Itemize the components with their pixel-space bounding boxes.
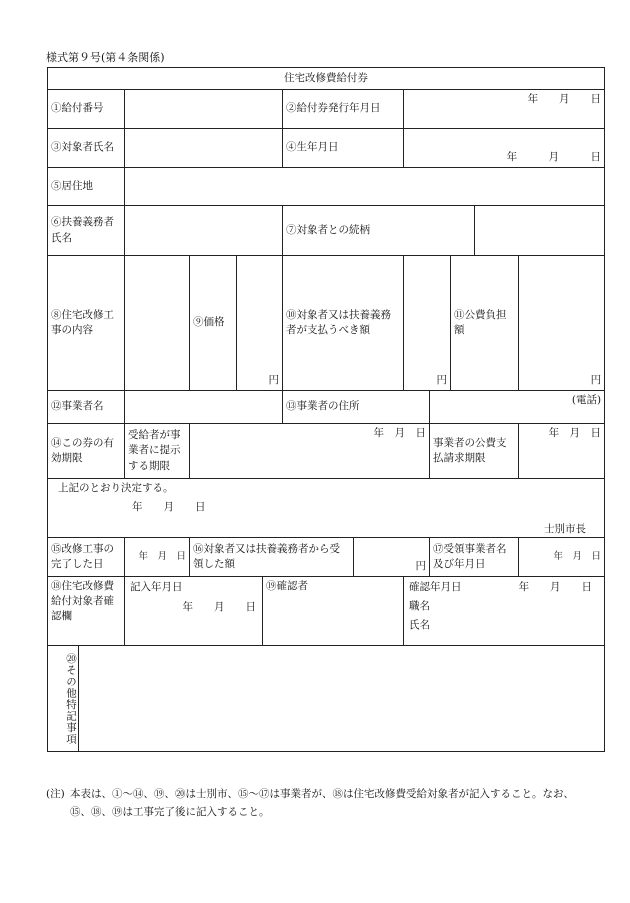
entry-date-label: 記入年月日 xyxy=(130,581,183,593)
contractor-address-field[interactable] xyxy=(430,391,605,424)
birth-date-label: ④生年月日 xyxy=(283,129,404,168)
public-amount-label: ⑪公費負担額 xyxy=(451,256,519,391)
present-deadline-label: 受給者が事業者に提示する期限 xyxy=(125,424,190,479)
mayor-title: 士別市長 xyxy=(544,523,587,535)
footnote-text: 本表は、①〜⑭、⑲、⑳は士別市、⑮〜⑰は事業者が、⑱は住宅改修費受給対象者が記入すること。なお、⑮、⑱、⑲は工事完了後に記入すること。 xyxy=(70,788,574,818)
received-amount-label: ⑯対象者又は扶養義務者から受領した額 xyxy=(190,538,354,577)
tel-label: (電話) xyxy=(571,394,602,406)
decision-text: 上記のとおり決定する。 xyxy=(58,482,174,494)
receipt-name-date-label: ⑰受領事業者名及び年月日 xyxy=(430,538,519,577)
ticket-no-field[interactable] xyxy=(125,90,283,129)
decision-date: 年 月 日 xyxy=(132,501,206,513)
form-title: 住宅改修費給付券 xyxy=(48,68,605,90)
work-content-label: ⑧住宅改修工事の内容 xyxy=(48,256,125,391)
receipt-name-date-field[interactable]: 年 月 日 xyxy=(519,538,605,577)
entry-date-block[interactable] xyxy=(125,577,263,646)
work-content-field[interactable] xyxy=(125,256,190,391)
claim-deadline-field[interactable]: 年 月 日 xyxy=(519,424,605,479)
completion-date-label: ⑮改修工事の完了した日 xyxy=(48,538,125,577)
ticket-no-label: ①給付番号 xyxy=(48,90,125,129)
confirm-section-label: ⑱住宅改修費給付対象者確認欄 xyxy=(48,577,125,646)
form-id: 様式第９号(第４条関係) xyxy=(46,51,165,64)
price-label: ⑨価格 xyxy=(190,256,237,391)
claim-deadline-label: 事業者の公費支払請求期限 xyxy=(430,424,519,479)
birth-date-field[interactable]: 年 月 日 xyxy=(404,129,605,168)
issue-date-field[interactable]: 年 月 日 xyxy=(404,90,605,129)
price-field[interactable]: 円 xyxy=(237,256,283,391)
footnote-lead: (注) xyxy=(46,788,65,800)
position-label: 職名 xyxy=(409,600,430,612)
checker-label: ⑲確認者 xyxy=(263,577,404,646)
received-amount-field[interactable]: 円 xyxy=(354,538,430,577)
completion-date-field[interactable]: 年 月 日 xyxy=(125,538,190,577)
contractor-name-field[interactable] xyxy=(125,391,283,424)
address-field[interactable] xyxy=(125,168,605,206)
subject-name-label: ③対象者氏名 xyxy=(48,129,125,168)
voucher-form xyxy=(47,67,605,752)
address-label: ⑤居住地 xyxy=(48,168,125,206)
relation-label: ⑦対象者との続柄 xyxy=(283,206,475,256)
other-notes-row xyxy=(48,646,605,752)
entry-date-value: 年 月 日 xyxy=(182,601,256,613)
check-info-block[interactable] xyxy=(404,577,605,646)
subject-name-field[interactable] xyxy=(125,129,283,168)
contractor-name-label: ⑫事業者名 xyxy=(48,391,125,424)
public-amount-field[interactable]: 円 xyxy=(519,256,605,391)
other-notes-field[interactable] xyxy=(79,646,604,751)
supporter-name-label: ⑥扶養義務者氏名 xyxy=(48,206,125,256)
contractor-address-label: ⑬事業者の住所 xyxy=(283,391,430,424)
check-date-value: 年 月 日 xyxy=(518,581,593,593)
check-date-label: 確認年月日 xyxy=(409,581,462,593)
relation-field[interactable] xyxy=(475,206,605,256)
footnote xyxy=(46,786,586,822)
pay-amount-label: ⑩対象者又は扶養義務者が支払うべき額 xyxy=(283,256,404,391)
decision-block xyxy=(48,479,605,538)
issue-date-label: ②給付券発行年月日 xyxy=(283,90,404,129)
other-notes-label: ⑳その他特記事項 xyxy=(48,646,79,751)
name-label: 氏名 xyxy=(409,619,430,631)
supporter-name-field[interactable] xyxy=(125,206,283,256)
pay-amount-field[interactable]: 円 xyxy=(404,256,451,391)
present-deadline-field[interactable]: 年 月 日 xyxy=(190,424,430,479)
valid-period-label: ⑭この券の有効期限 xyxy=(48,424,125,479)
